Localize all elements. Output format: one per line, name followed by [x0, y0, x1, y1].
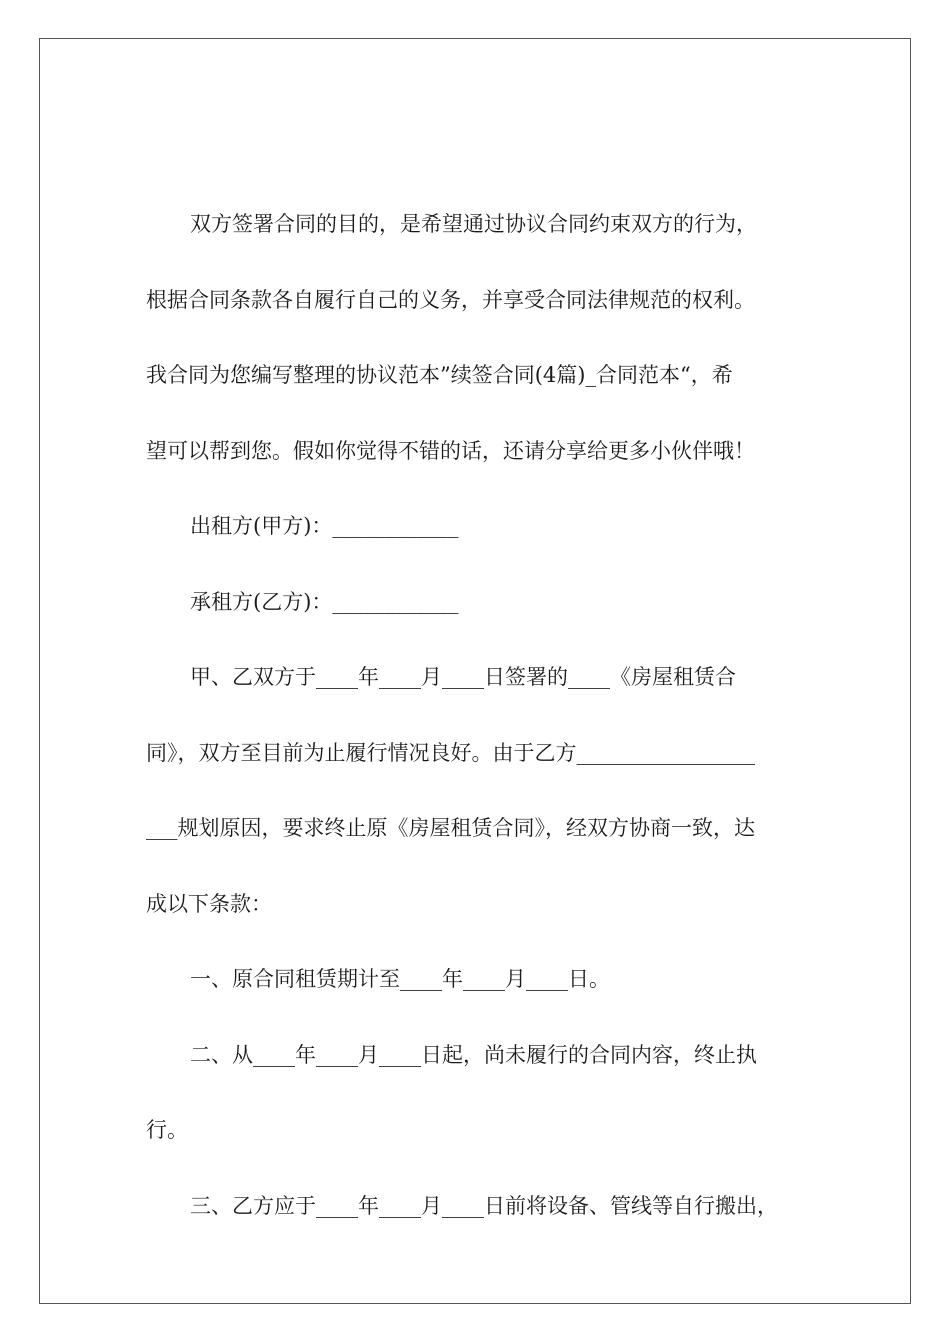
paragraph-line: 望可以帮到您。假如你觉得不错的话，还请分享给更多小伙伴哦！ [146, 438, 755, 463]
lessee-field: 承租方(乙方)：____________ [190, 589, 459, 614]
paragraph-line: 同》，双方至目前为止履行情况良好。由于乙方_________________ [146, 740, 755, 765]
clause-three: 三、乙方应于____年____月____日前将设备、管线等自行搬出， [190, 1193, 778, 1218]
paragraph-line: 双方签署合同的目的，是希望通过协议合同约束双方的行为， [190, 212, 757, 236]
paragraph-line: 行。 [146, 1118, 188, 1142]
paragraph-line: ___规划原因，要求终止原《房屋租赁合同》，经双方协商一致，达 [146, 816, 755, 840]
clause-one: 一、原合同租赁期计至____年____月____日。 [190, 967, 610, 991]
paragraph-line: 甲、乙双方于____年____月____日签署的____《房屋租赁合 [190, 665, 736, 689]
clause-two: 二、从____年____月____日起，尚未履行的合同内容，终止执 [190, 1042, 757, 1067]
lessor-field: 出租方(甲方)：____________ [190, 514, 459, 538]
paragraph-line: 根据合同条款各自履行自己的义务，并享受合同法律规范的权利。 [146, 287, 755, 312]
paragraph-line: 成以下条款： [146, 891, 272, 916]
document-body [146, 187, 806, 1244]
paragraph-line: 我合同为您编写整理的协议范本”续签合同(4篇)_合同范本“，希 [146, 363, 733, 387]
